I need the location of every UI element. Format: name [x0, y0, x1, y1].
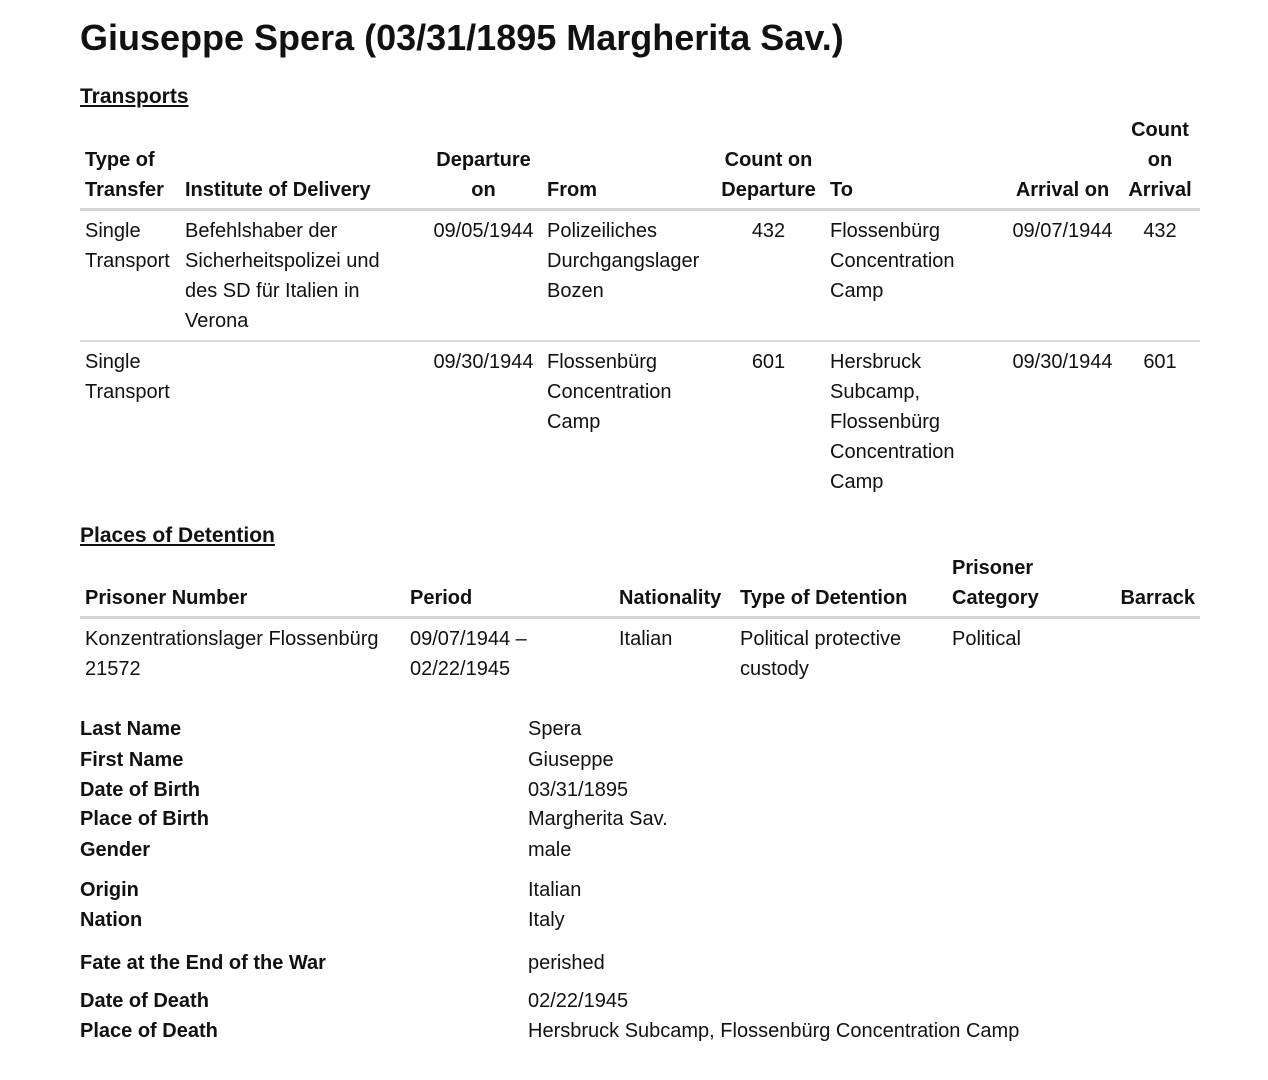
institute-cell — [180, 341, 425, 501]
transports-table — [80, 115, 1200, 501]
table-row — [80, 341, 1200, 501]
detail-first-name — [80, 745, 1180, 775]
detail-label: Date of Birth — [80, 779, 200, 801]
detail-value: Hersbruck Subcamp, Flossenbürg Concentration Camp — [528, 1020, 1020, 1042]
col-header-count-on-arrival: Count on Arrival — [1120, 115, 1200, 210]
detail-date-of-death — [80, 986, 1180, 1016]
detail-gender — [80, 835, 1180, 865]
col-header-prisoner-category: Prisoner Category — [947, 553, 1109, 618]
prisoner-category-cell: Political — [952, 628, 1021, 650]
to-cell: Hersbruck Subcamp, Flossenbürg Concentration Camp — [830, 351, 955, 493]
detail-label: Nation — [80, 909, 143, 931]
nationality-cell: Italian — [619, 628, 673, 650]
detail-label: Gender — [80, 839, 151, 861]
detail-fate — [80, 948, 1180, 978]
col-header-prisoner-number: Prisoner Number — [80, 553, 405, 618]
departure-count-cell: 601 — [751, 351, 786, 373]
detail-value: 03/31/1895 — [528, 779, 629, 801]
detail-date-of-birth — [80, 775, 1180, 805]
detail-value: Margherita Sav. — [528, 808, 668, 830]
detail-place-of-death — [80, 1016, 1180, 1046]
col-header-arrival-on: Arrival on — [1005, 115, 1120, 210]
col-header-type-of-transfer: Type of Transfer — [80, 115, 180, 210]
detail-value: perished — [528, 952, 605, 974]
page-title: Giuseppe Spera (03/31/1895 Margherita Sav.) — [80, 17, 844, 58]
arrival-date-cell: 09/07/1944 — [1005, 210, 1120, 342]
col-header-count-on-departure: Count on Departure — [712, 115, 825, 210]
from-cell: Polizeiliches Durchgangslager Bozen — [542, 210, 712, 342]
detail-label: Fate at the End of the War — [80, 952, 326, 974]
detail-label: Last Name — [80, 718, 182, 740]
departure-date-cell: 09/30/1944 — [433, 351, 534, 373]
detention-type-cell: Political protective custody — [740, 628, 902, 680]
arrival-date-cell: 09/30/1944 — [1012, 351, 1113, 373]
detention-header-row — [80, 553, 1200, 618]
table-row — [80, 210, 1200, 342]
period-cell: 09/07/1944 – 02/22/1945 — [410, 628, 527, 680]
transfer-type-cell: Single Transport — [85, 351, 170, 403]
arrival-count-cell: 432 — [1120, 210, 1200, 342]
col-header-type-of-detention: Type of Detention — [735, 553, 947, 618]
detention-heading: Places of Detention — [80, 524, 275, 547]
col-header-nationality: Nationality — [614, 553, 735, 618]
table-row — [80, 618, 1200, 689]
detail-value: Italian — [528, 879, 582, 901]
detail-value: Italy — [528, 909, 565, 931]
detail-last-name — [80, 714, 1180, 744]
departure-count-cell: 432 — [712, 210, 825, 342]
transfer-type-cell: Single Transport — [80, 210, 180, 342]
detail-place-of-birth — [80, 804, 1180, 834]
col-header-departure-on: Departure on — [425, 115, 542, 210]
to-cell: Flossenbürg Concentration Camp — [825, 210, 1005, 342]
institute-cell: Befehlshaber der Sicherheitspolizei und des SD für Italien in Verona — [180, 210, 425, 342]
detail-value: Spera — [528, 718, 582, 740]
transports-header-row — [80, 115, 1200, 210]
detail-value: male — [528, 839, 572, 861]
detail-value: Giuseppe — [528, 749, 614, 771]
detail-label: Date of Death — [80, 990, 209, 1012]
departure-date-cell: 09/05/1944 — [425, 210, 542, 342]
arrival-count-cell: 601 — [1143, 351, 1177, 373]
detail-label: Origin — [80, 879, 139, 901]
detail-label: Place of Birth — [80, 808, 209, 830]
col-header-to: To — [825, 115, 1005, 210]
col-header-from: From — [542, 115, 712, 210]
detail-label: First Name — [80, 749, 184, 771]
detail-nation — [80, 905, 1180, 935]
col-header-period: Period — [405, 553, 614, 618]
detail-value: 02/22/1945 — [528, 990, 629, 1012]
from-cell: Flossenbürg Concentration Camp — [547, 351, 672, 433]
col-header-barrack: Barrack — [1109, 553, 1200, 618]
detention-table — [80, 553, 1200, 688]
barrack-cell — [1109, 618, 1200, 689]
detail-origin — [80, 875, 1180, 905]
transports-heading: Transports — [80, 85, 189, 108]
col-header-institute-of-delivery: Institute of Delivery — [180, 115, 425, 210]
prisoner-number-cell: Konzentrationslager Flossenbürg 21572 — [85, 628, 379, 680]
detail-label: Place of Death — [80, 1020, 218, 1042]
